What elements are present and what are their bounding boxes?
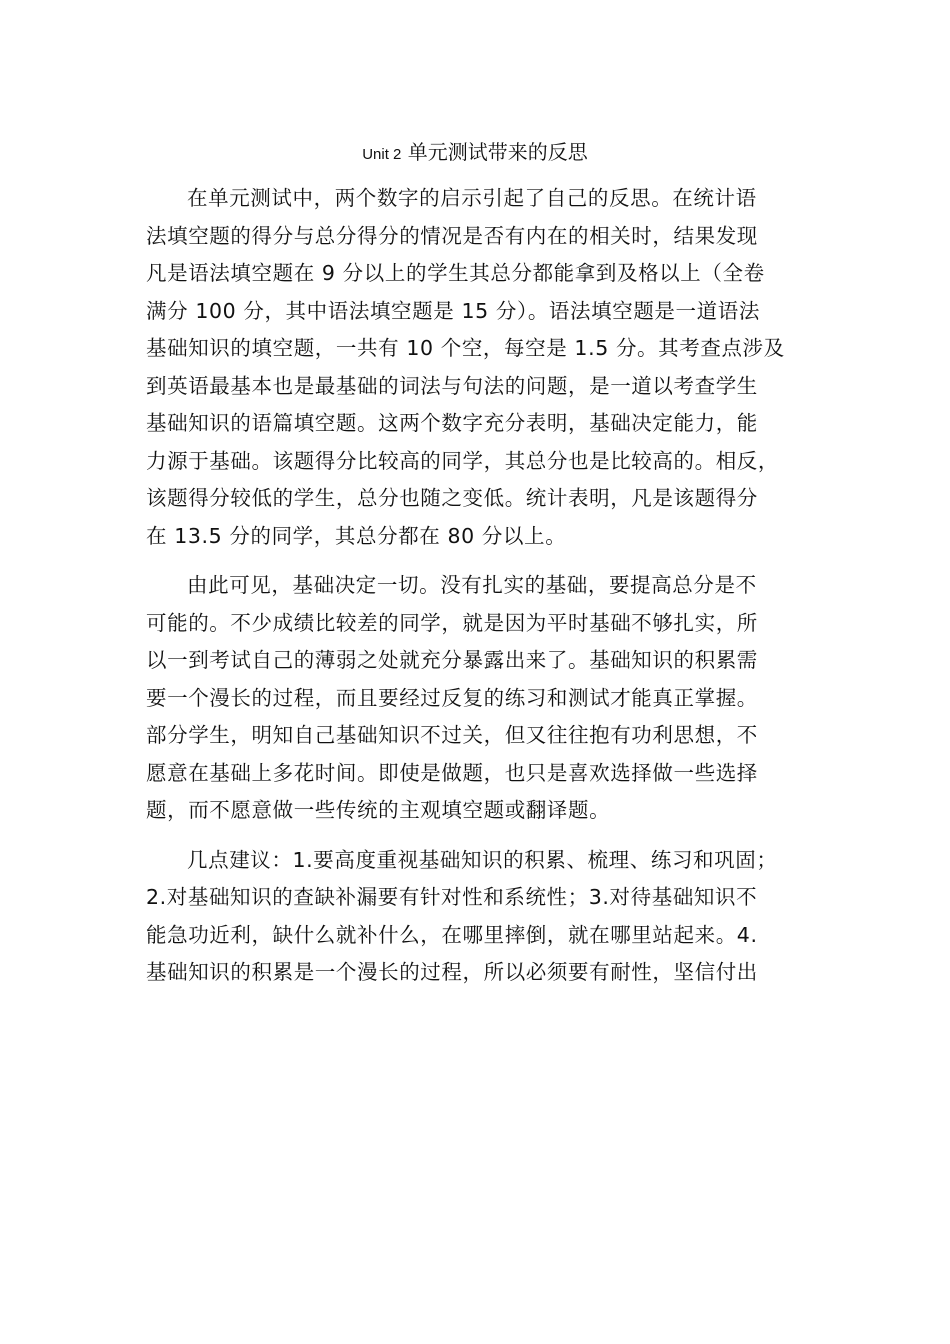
paragraph-line: 几点建议：1.要高度重视基础知识的积累、梳理、练习和巩固； bbox=[187, 847, 778, 872]
paragraph-line: 可能的。不少成绩比较差的同学，就是因为平时基础不够扎实，所 bbox=[146, 610, 758, 635]
paragraph-2 bbox=[146, 567, 806, 830]
paragraph-line: 部分学生，明知自己基础知识不过关，但又往往抱有功利思想，不 bbox=[146, 723, 758, 747]
paragraph-line: 愿意在基础上多花时间。即使是做题，也只是喜欢选择做一些选择 bbox=[146, 760, 758, 785]
paragraph-line: 题，而不愿意做一些传统的主观填空题或翻译题。 bbox=[146, 798, 611, 822]
title-text: 单元测试带来的反思 bbox=[407, 140, 588, 164]
paragraph-line: 以一到考试自己的薄弱之处就充分暴露出来了。基础知识的积累需 bbox=[146, 648, 758, 672]
paragraph-line: 到英语最基本也是最基础的词法与句法的问题，是一道以考查学生 bbox=[146, 373, 758, 398]
paragraph-3 bbox=[146, 842, 806, 992]
title-unit-label: Unit 2 bbox=[362, 146, 402, 163]
document-body bbox=[146, 180, 806, 992]
paragraph-line: 基础知识的积累是一个漫长的过程，所以必须要有耐性，坚信付出 bbox=[146, 960, 758, 984]
paragraph-line: 基础知识的语篇填空题。这两个数字充分表明，基础决定能力，能 bbox=[146, 411, 758, 435]
paragraph-line: 该题得分较低的学生，总分也随之变低。统计表明，凡是该题得分 bbox=[146, 486, 758, 510]
paragraph-line: 基础知识的填空题，一共有 10 个空，每空是 1.5 分。其考查点涉及 bbox=[146, 336, 785, 360]
paragraph-line: 要一个漫长的过程，而且要经过反复的练习和测试才能真正掌握。 bbox=[146, 685, 758, 710]
paragraph-line: 满分 100 分，其中语法填空题是 15 分）。语法填空题是一道语法 bbox=[146, 298, 760, 323]
paragraph-line: 2.对基础知识的查缺补漏要有针对性和系统性；3.对待基础知识不 bbox=[146, 885, 758, 909]
paragraph-line: 由此可见，基础决定一切。没有扎实的基础，要提高总分是不 bbox=[187, 573, 757, 597]
document-title bbox=[0, 138, 950, 169]
paragraph-1 bbox=[146, 180, 806, 555]
paragraph-line: 能急功近利，缺什么就补什么，在哪里摔倒，就在哪里站起来。4. bbox=[146, 922, 758, 947]
paragraph-line: 在 13.5 分的同学，其总分都在 80 分以上。 bbox=[146, 523, 567, 548]
paragraph-line: 法填空题的得分与总分得分的情况是否有内在的相关时，结果发现 bbox=[146, 223, 758, 248]
paragraph-line: 力源于基础。该题得分比较高的同学，其总分也是比较高的。相反， bbox=[146, 448, 779, 473]
paragraph-line: 凡是语法填空题在 9 分以上的学生其总分都能拿到及格以上（全卷 bbox=[146, 261, 765, 285]
paragraph-line: 在单元测试中，两个数字的启示引起了自己的反思。在统计语 bbox=[187, 186, 757, 210]
